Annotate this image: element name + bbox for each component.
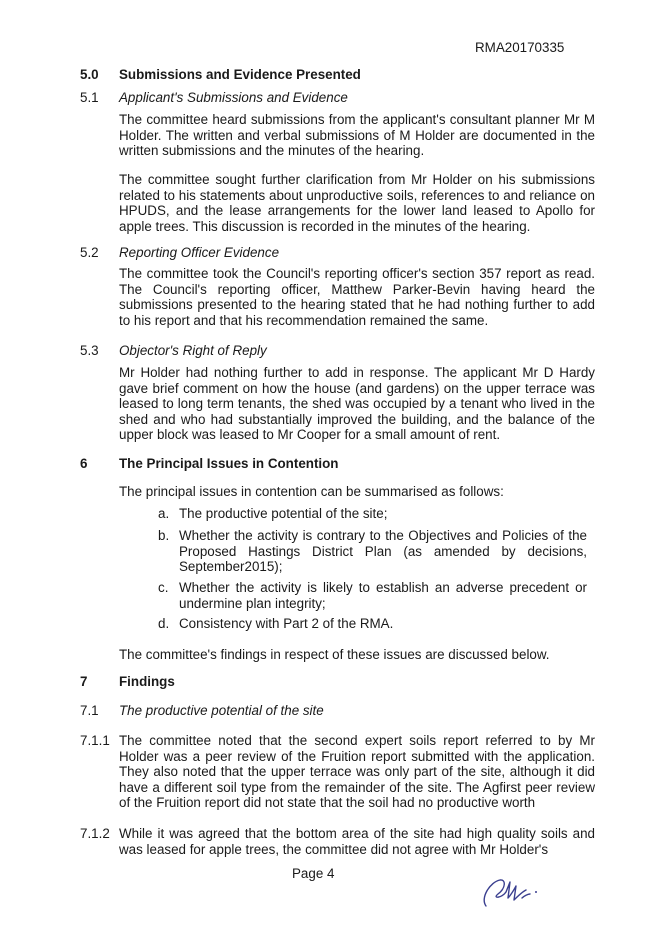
- subsection-number: 5.2: [80, 245, 99, 260]
- paragraph: Mr Holder had nothing further to add in response. The applicant Mr D Hardy gave brief comment on how the house (and gardens) on the upper terrace was leased to long term tenants, the shed was occupied by a tenant who lived in the shed and who had substantially improved the building, and the balance of the upper block was leased to Mr Cooper for a small amount of rent.: [119, 365, 595, 443]
- list-item: Whether the activity is likely to establish an adverse precedent or undermine plan integrity;: [179, 580, 587, 611]
- list-item: The productive potential of the site;: [179, 506, 388, 521]
- subsection-heading: Objector's Right of Reply: [119, 343, 267, 358]
- document-reference: RMA20170335: [475, 40, 565, 55]
- section-number: 5.0: [80, 67, 99, 82]
- paragraph: The committee sought further clarification from Mr Holder on his submissions related to his statements about unproductive soils, references to and reliance on HPUDS, and the lease arrangements for the lower land leased to Apollo for apple trees. This discussion is recorded in the minutes of the hearing.: [119, 172, 595, 234]
- paragraph-number: 7.1.2: [80, 826, 110, 841]
- subsection-number: 7.1: [80, 703, 99, 718]
- section-number: 7: [80, 674, 88, 689]
- subsection-number: 5.1: [80, 90, 99, 105]
- signature-initials: [476, 868, 556, 916]
- list-marker: b.: [158, 528, 170, 543]
- paragraph: The principal issues in contention can be summarised as follows:: [119, 484, 504, 499]
- list-item: Consistency with Part 2 of the RMA.: [179, 616, 394, 631]
- paragraph: While it was agreed that the bottom area of the site had high quality soils and was leased for apple trees, the committee did not agree with Mr Holder's: [119, 826, 595, 857]
- section-heading: Findings: [119, 674, 175, 689]
- list-marker: d.: [158, 616, 170, 631]
- page-number: Page 4: [292, 866, 335, 881]
- paragraph-number: 7.1.1: [80, 733, 110, 748]
- subsection-heading: Reporting Officer Evidence: [119, 245, 280, 260]
- paragraph: The committee took the Council's reporting officer's section 357 report as read. The Council's reporting officer, Matthew Parker-Bevin having heard the submissions presented to the hearing stated that he had nothing further to add to his report and that his recommendation remained the same.: [119, 266, 595, 328]
- paragraph: The committee noted that the second expert soils report referred to by Mr Holder was a peer review of the Fruition report submitted with the application. They also noted that the upper terrace was only part of the site, although it did have a different soil type from the remainder of the site. The Agfirst peer review of the Fruition report did not state that the soil had no productive worth: [119, 733, 595, 811]
- paragraph: The committee's findings in respect of these issues are discussed below.: [119, 647, 550, 662]
- list-marker: c.: [158, 580, 169, 595]
- list-marker: a.: [158, 506, 170, 521]
- subsection-number: 5.3: [80, 343, 99, 358]
- section-number: 6: [80, 456, 88, 471]
- section-heading: Submissions and Evidence Presented: [119, 67, 361, 82]
- section-heading: The Principal Issues in Contention: [119, 456, 339, 471]
- paragraph: The committee heard submissions from the applicant's consultant planner Mr M Holder. The written and verbal submissions of M Holder are documented in the written submissions and the minutes of the hearing.: [119, 112, 595, 159]
- subsection-heading: The productive potential of the site: [119, 703, 324, 718]
- subsection-heading: Applicant's Submissions and Evidence: [119, 90, 348, 105]
- list-item: Whether the activity is contrary to the Objectives and Policies of the Proposed Hastings District Plan (as amended by decisions, September2015);: [179, 528, 587, 575]
